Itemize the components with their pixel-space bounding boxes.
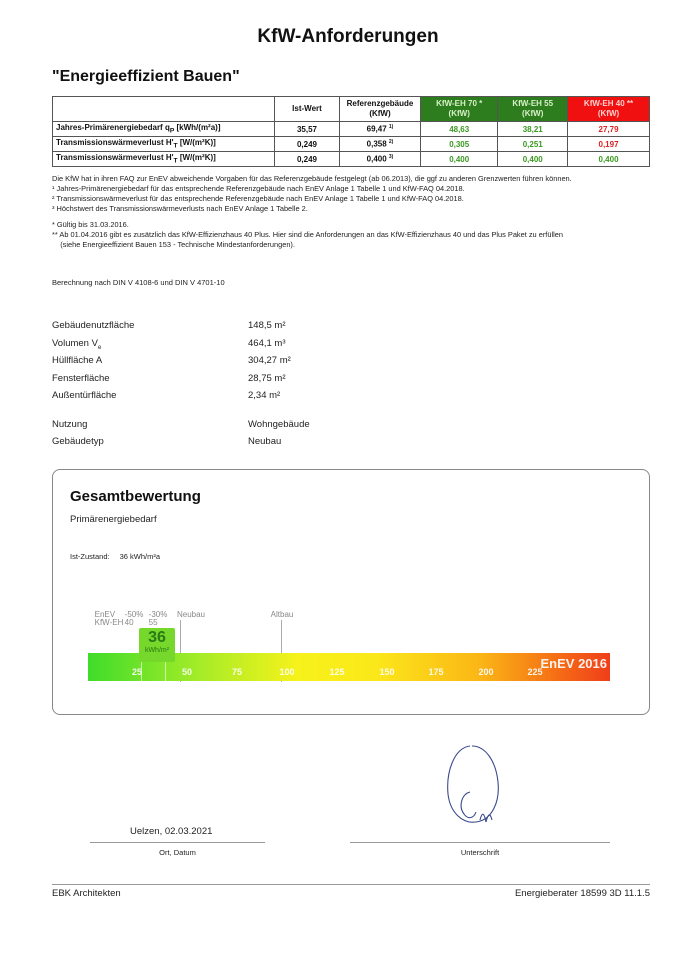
header-ist-wert: Ist-Wert — [275, 97, 340, 122]
cell-eh55: 0,251 — [498, 137, 568, 152]
signature-image — [440, 742, 510, 834]
signature-line — [350, 842, 610, 843]
tick-125: 125 — [329, 667, 345, 677]
note: ** Ab 01.04.2016 gibt es zusätzlich das KfW-Effizienzhaus 40 Plus. Hier sind die Anforderungen an das KfW-Effizienzhaus 40 und das Plus Paket zu erfüllen — [52, 230, 563, 239]
place-date-caption: Ort, Datum — [159, 848, 196, 857]
marker-label-altbau: Altbau — [270, 610, 294, 619]
footer-software: Energieberater 18599 3D 11.1.5 — [514, 888, 650, 899]
marker-label-minus50: -50% 40 — [124, 610, 144, 627]
cell-ref: 69,47 $^{1)}$ — [340, 122, 421, 137]
table-row — [53, 152, 650, 167]
note: (siehe Energieeffizient Bauen 153 - Technische Mindestanforderungen). — [52, 240, 295, 249]
note: Die KfW hat in ihren FAQ zur EnEV abweichende Vorgaben für das Referenzgebäude festgelegt (ab 06.2013), die ggf zu anderen Grenzwerten führen können. — [52, 174, 572, 183]
marker-label-enev: EnEV KfW-EH — [94, 610, 124, 627]
cell-eh40: 0,197 — [568, 137, 650, 152]
rating-box — [52, 469, 650, 715]
header-eh40: KfW-EH 40 ** (KfW) — [568, 97, 650, 122]
property-row: Hüllfläche A 304,27 m² — [52, 355, 291, 366]
header-eh55: KfW-EH 55 (KfW) — [498, 97, 568, 122]
marker-label-minus30: -30% 55 — [148, 610, 168, 627]
cell-eh70: 0,305 — [421, 137, 498, 152]
note: ¹ Jahres-Primärenergiebedarf für das entsprechende Referenzgebäude nach EnEV Anlage 1 Tabelle 1 und KfW-FAQ 04.2018. — [52, 184, 465, 193]
note: * Gültig bis 31.03.2016. — [52, 220, 129, 229]
table-row — [53, 122, 650, 137]
property-row: Gebäudetyp Neubau — [52, 436, 282, 447]
cell-ist: 35,57 — [275, 122, 340, 137]
tick-25: 25 — [131, 667, 143, 677]
rating-title: Gesamtbewertung — [70, 488, 201, 505]
header-empty — [53, 97, 275, 122]
signature-caption: Unterschrift — [460, 848, 500, 857]
row-label: Transmissionswärmeverlust $H'_T$ [W/(m²K)] — [53, 137, 275, 152]
section-title: "Energieeffizient Bauen" — [52, 68, 240, 85]
scale-label: EnEV 2016 — [540, 656, 607, 671]
cell-eh55: 38,21 — [498, 122, 568, 137]
property-row: Nutzung Wohngebäude — [52, 418, 310, 430]
tick-100: 100 — [279, 667, 295, 677]
header-eh70: KfW-EH 70 * (KfW) — [421, 97, 498, 122]
current-value-marker — [139, 628, 175, 662]
building-properties — [52, 320, 452, 454]
cell-ist: 0,249 — [275, 137, 340, 152]
footer-divider — [52, 884, 650, 885]
cell-eh70: 0,400 — [421, 152, 498, 167]
rating-subtitle: Primärenergiebedarf — [70, 514, 157, 525]
property-row: Gebäudenutzfläche 148,5 m² — [52, 320, 286, 331]
cell-ref: 0,358 $^{2)}$ — [340, 137, 421, 152]
cell-eh40: 0,400 — [568, 152, 650, 167]
cell-eh40: 27,79 — [568, 122, 650, 137]
cell-ist: 0,249 — [275, 152, 340, 167]
cell-ref: 0,400 $^{3)}$ — [340, 152, 421, 167]
marker-unit: kWh/m² — [144, 647, 170, 654]
table-header-row — [53, 97, 650, 122]
kfw-requirements-table — [52, 96, 650, 167]
tick-200: 200 — [478, 667, 494, 677]
property-row: Volumen $V_e$ 464,1 m³ — [52, 337, 286, 351]
cell-eh55: 0,400 — [498, 152, 568, 167]
tick-50: 50 — [181, 667, 193, 677]
marker-value: 36 — [148, 629, 166, 646]
tick-175: 175 — [428, 667, 444, 677]
property-row: Fensterfläche 28,75 m² — [52, 372, 286, 384]
place-date: Uelzen, 02.03.2021 — [130, 826, 213, 837]
footnotes — [52, 174, 662, 250]
property-row: Außentürfläche 2,34 m² — [52, 390, 281, 401]
tick-75: 75 — [231, 667, 243, 677]
table-row — [53, 137, 650, 152]
header-referenzgebaeude: Referenzgebäude (KfW) — [340, 97, 421, 122]
ist-zustand: Ist-Zustand: 36 kWh/m²a — [70, 552, 161, 561]
note: ² Transmissionswärmeverlust für das entsprechende Referenzgebäude nach EnEV Anlage 1 Tabelle 1 und KfW-FAQ 04.2018. — [52, 194, 464, 203]
tick-225: 225 — [527, 667, 543, 677]
calculation-basis: Berechnung nach DIN V 4108-6 und DIN V 4701-10 — [52, 278, 225, 287]
page-title: KfW-Anforderungen — [257, 26, 439, 47]
place-date-line — [90, 842, 265, 843]
footer-company: EBK Architekten — [52, 888, 121, 899]
row-label: Transmissionswärmeverlust $H'_T$ [W/(m²K)] — [53, 152, 275, 167]
cell-eh70: 48,63 — [421, 122, 498, 137]
marker-label-neubau: Neubau — [176, 610, 206, 619]
row-label: Jahres-Primärenergiebedarf $q_P$ [kWh/(m²a)] — [53, 122, 275, 137]
note: ³ Höchstwert des Transmissionswärmeverlusts nach EnEV Anlage 1 Tabelle 2. — [52, 204, 308, 213]
tick-150: 150 — [379, 667, 395, 677]
